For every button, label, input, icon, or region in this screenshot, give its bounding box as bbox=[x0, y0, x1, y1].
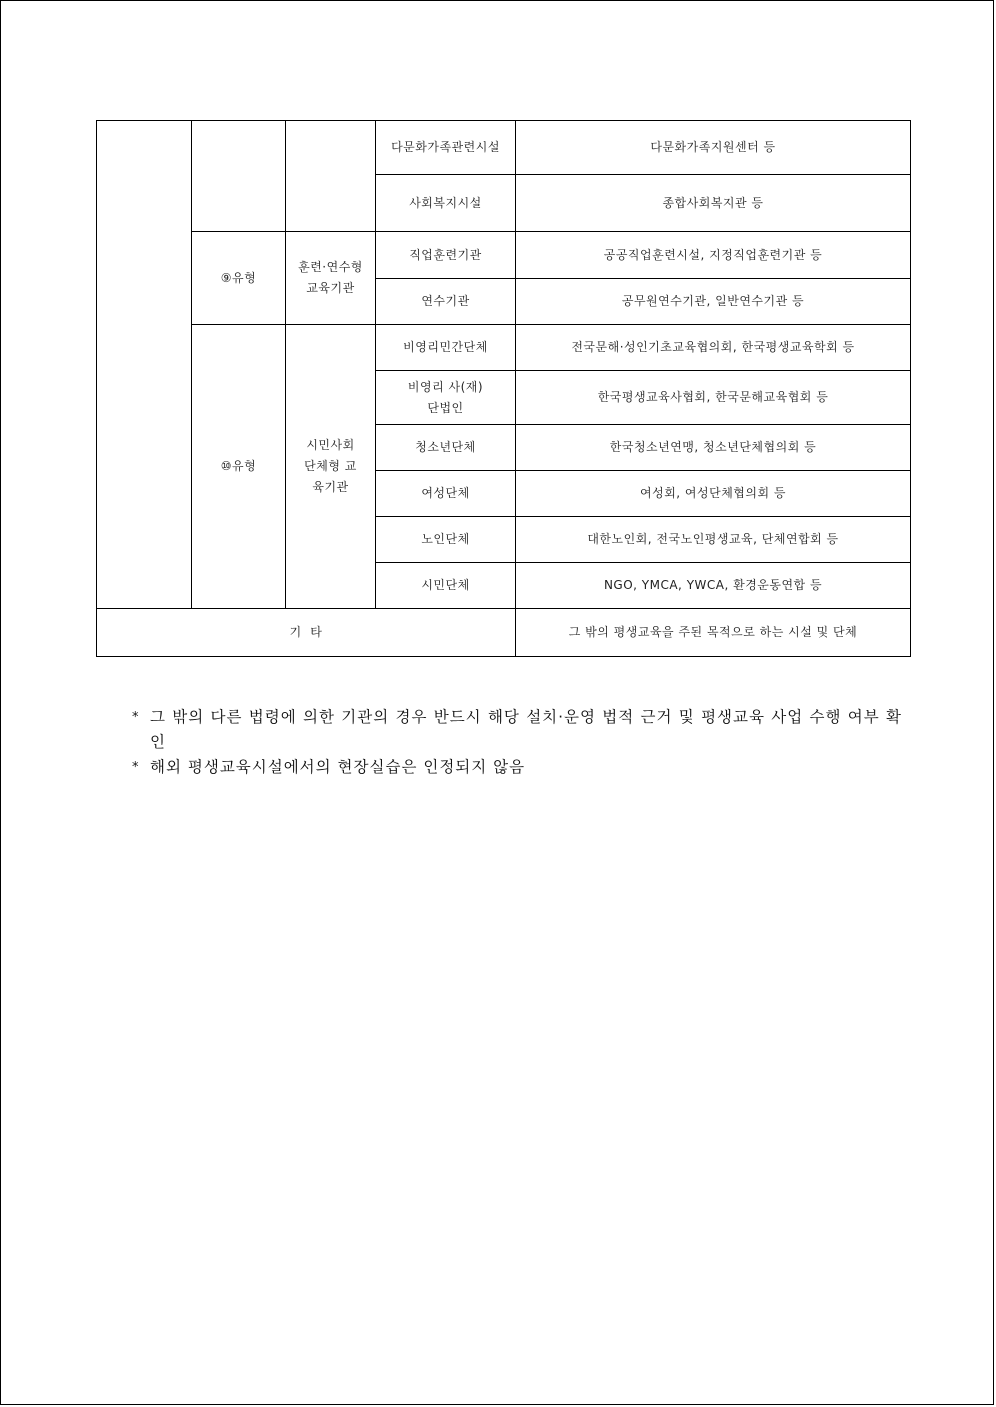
table-row bbox=[97, 121, 911, 175]
facility-cell: 노인단체 bbox=[376, 517, 516, 563]
note-item bbox=[132, 755, 902, 780]
examples-cell: 한국평생교육사협회, 한국문해교육협회 등 bbox=[516, 371, 911, 425]
note-bullet: * bbox=[132, 710, 140, 725]
notes bbox=[132, 705, 902, 780]
facility-cell: 여성단체 bbox=[376, 471, 516, 517]
type-cell bbox=[192, 121, 286, 232]
examples-cell: 여성회, 여성단체협의회 등 bbox=[516, 471, 911, 517]
category-cell: 시민사회 단체형 교육기관 bbox=[286, 325, 376, 609]
category-cell: 훈련·연수형 교육기관 bbox=[286, 232, 376, 325]
examples-cell: 전국문해·성인기초교육협의회, 한국평생교육학회 등 bbox=[516, 325, 911, 371]
facility-cell: 시민단체 bbox=[376, 563, 516, 609]
note-item bbox=[132, 705, 902, 755]
facility-cell: 사회복지시설 bbox=[376, 175, 516, 232]
facility-cell: 비영리 사(재)단법인 bbox=[376, 371, 516, 425]
category-cell bbox=[286, 121, 376, 232]
examples-cell: 종합사회복지관 등 bbox=[516, 175, 911, 232]
examples-cell: 그 밖의 평생교육을 주된 목적으로 하는 시설 및 단체 bbox=[516, 609, 911, 657]
facility-cell: 연수기관 bbox=[376, 279, 516, 325]
facility-table bbox=[96, 120, 911, 657]
other-label-cell: 기 타 bbox=[97, 609, 516, 657]
examples-cell: 공공직업훈련시설, 지정직업훈련기관 등 bbox=[516, 232, 911, 279]
examples-cell: 다문화가족지원센터 등 bbox=[516, 121, 911, 175]
examples-cell: 공무원연수기관, 일반연수기관 등 bbox=[516, 279, 911, 325]
examples-cell: NGO, YMCA, YWCA, 환경운동연합 등 bbox=[516, 563, 911, 609]
table-row bbox=[97, 232, 911, 279]
type-cell: ⑩유형 bbox=[192, 325, 286, 609]
section-label-cell bbox=[97, 121, 192, 609]
examples-cell: 대한노인회, 전국노인평생교육, 단체연합회 등 bbox=[516, 517, 911, 563]
type-cell: ⑨유형 bbox=[192, 232, 286, 325]
note-bullet: * bbox=[132, 760, 140, 775]
note-text: 해외 평생교육시설에서의 현장실습은 인정되지 않음 bbox=[150, 758, 526, 776]
examples-cell: 한국청소년연맹, 청소년단체협의회 등 bbox=[516, 425, 911, 471]
facility-cell: 비영리민간단체 bbox=[376, 325, 516, 371]
facility-cell: 다문화가족관련시설 bbox=[376, 121, 516, 175]
facility-cell: 청소년단체 bbox=[376, 425, 516, 471]
note-text: 그 밖의 다른 법령에 의한 기관의 경우 반드시 해당 설치·운영 법적 근거 및 평생교육 사업 수행 여부 확인 bbox=[150, 708, 902, 751]
facility-cell: 직업훈련기관 bbox=[376, 232, 516, 279]
table-row bbox=[97, 325, 911, 371]
table-row-other bbox=[97, 609, 911, 657]
